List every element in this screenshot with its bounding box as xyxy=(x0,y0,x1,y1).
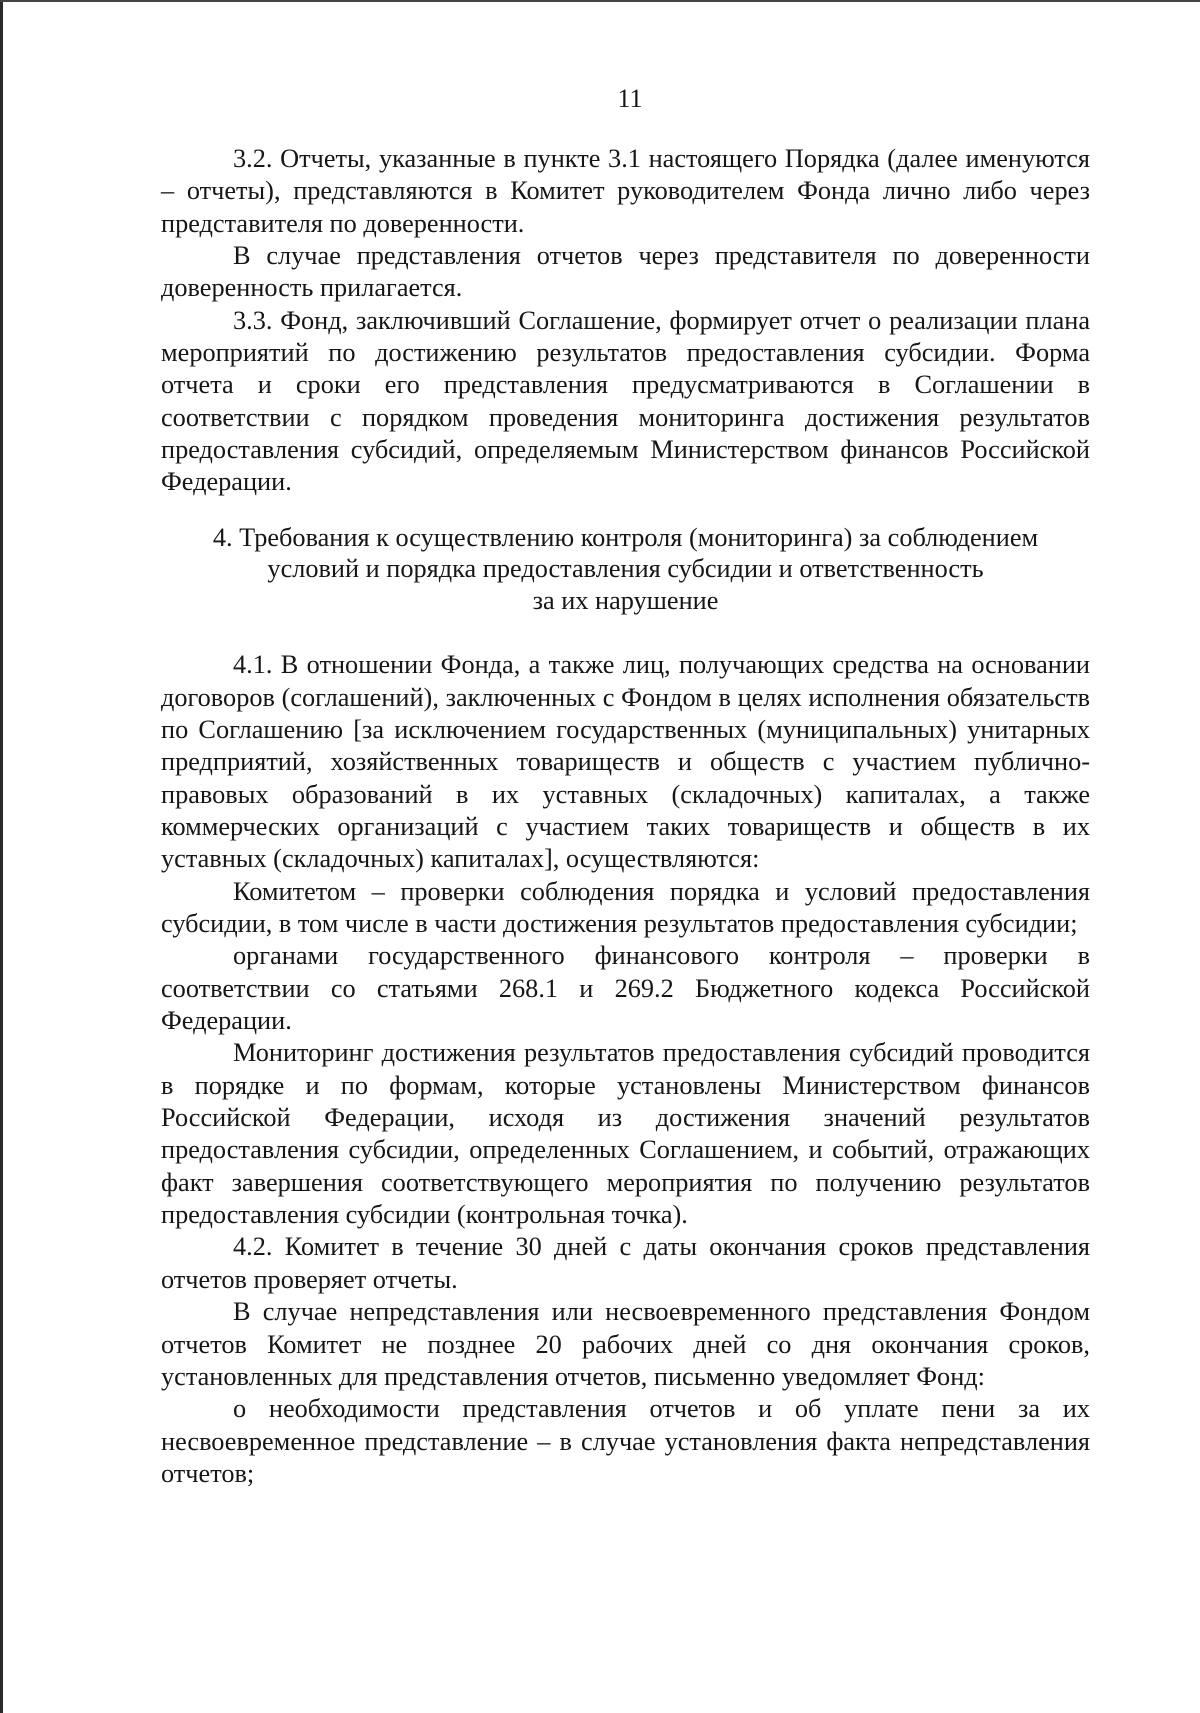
paragraph-notification: о необходимости представления отчетов и об уплате пени за их несвоевременное представление – в случае установления факта непредставления отчетов; xyxy=(161,1394,1090,1488)
section-heading-line-2: условий и порядка предоставления субсидии и ответственность xyxy=(267,554,984,584)
paragraph-late-reports: В случае непредставления или несвоевременного представления Фондом отчетов Комитет не позднее 20 рабочих дней со дня окончания сроков, установленных для представления отчетов, письменно уведомляет Фонд: xyxy=(161,1297,1090,1391)
paragraph-3-2: 3.2. Отчеты, указанные в пункте 3.1 настоящего Порядка (далее именуются – отчеты), представляются в Комитет руководителем Фонда лично либо через представителя по доверенности. xyxy=(161,144,1090,238)
paragraph-4-2: 4.2. Комитет в течение 30 дней с даты окончания сроков представления отчетов проверяет отчеты. xyxy=(161,1232,1090,1294)
paragraph-monitoring: Мониторинг достижения результатов предоставления субсидий проводится в порядке и по формам, которые установлены Министерством финансов Российской Федерации, исходя из достижения значений результатов предоставления субсидии, определенных Соглашением, и событий, отражающих факт завершения соответствующего мероприятия по получению результатов предоставления субсидии (контрольная точка). xyxy=(161,1038,1090,1230)
paragraph-4-1: 4.1. В отношении Фонда, а также лиц, получающих средства на основании договоров (соглашений), заключенных с Фондом в целях исполнения обязательств по Соглашению [за исключением государственных (муниципальных) унитарных предприятий, хозяйственных товариществ и обществ с участием публично-правовых образований в их уставных (складочных) капиталах, а также коммерческих организаций с участием таких товариществ и обществ в их уставных (складочных) капиталах], осуществляются: xyxy=(161,650,1090,874)
paragraph-proxy-note: В случае представления отчетов через представителя по доверенности доверенность прилагается. xyxy=(161,241,1090,303)
page-number: 11 xyxy=(617,84,643,113)
section-heading-line-1: 4. Требования к осуществлению контроля (мониторинга) за соблюдением xyxy=(212,522,1039,552)
document-body xyxy=(161,143,1090,1490)
paragraph-financial-control: органами государственного финансового контроля – проверки в соответствии со статьями 268.1 и 269.2 Бюджетного кодекса Российской Федерации. xyxy=(161,941,1090,1036)
section-heading-4 xyxy=(161,522,1090,617)
paragraph-committee-checks: Комитетом – проверки соблюдения порядка и условий предоставления субсидии, в том числе в части достижения результатов предоставления субсидии; xyxy=(161,876,1090,939)
paragraph-3-3: 3.3. Фонд, заключивший Соглашение, формирует отчет о реализации плана мероприятий по достижению результатов предоставления субсидии. Форма отчета и сроки его представления предусматриваются в Соглашении в соответствии с порядком проведения мониторинга достижения результатов предоставления субсидий, определяемым Министерством финансов Российской Федерации. xyxy=(161,305,1090,497)
section-heading-line-3: за их нарушение xyxy=(532,585,719,615)
